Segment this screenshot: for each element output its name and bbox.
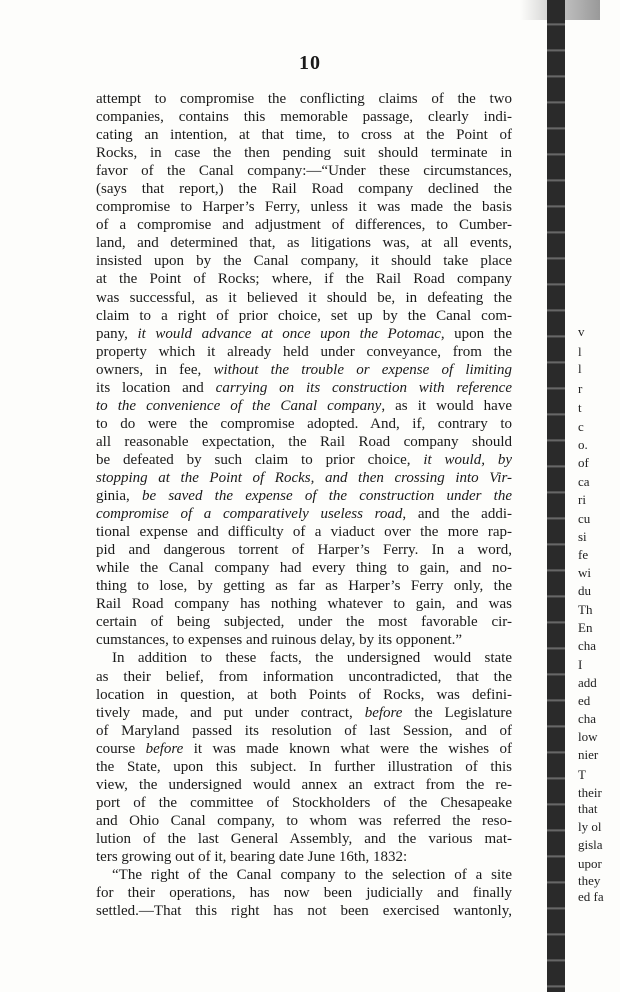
text-line: its location and carrying on its construction with reference bbox=[96, 379, 512, 396]
adjacent-page-fragment: low bbox=[578, 729, 598, 744]
text-line: settled.—That this right has not been exercised wantonly, bbox=[96, 903, 512, 920]
text-line: for their operations, has now been judicially and finally bbox=[96, 885, 512, 902]
adjacent-page-fragment: they bbox=[578, 873, 601, 888]
text-line: and Ohio Canal company, to whom was referred the reso- bbox=[96, 812, 512, 829]
adjacent-page-fragment: ed bbox=[578, 693, 591, 708]
text-line: “The right of the Canal company to the selection of a site bbox=[112, 867, 512, 884]
adjacent-page-fragment: upor bbox=[578, 856, 602, 871]
text-line: pany, it would advance at once upon the Potomac, upon the bbox=[96, 325, 513, 342]
adjacent-page-fragment: nier bbox=[578, 747, 599, 762]
text-line: cating an intention, at that time, to cross at the Point of bbox=[96, 127, 512, 144]
text-line: lution of the last General Assembly, and the various mat- bbox=[96, 830, 512, 847]
text-line: certain of being subjected, under the most favorable cir- bbox=[96, 614, 512, 631]
text-line: tively made, and put under contract, before the Legislature bbox=[96, 704, 512, 721]
text-line: to the convenience of the Canal company, as it would have bbox=[96, 397, 512, 414]
adjacent-page-fragment: of bbox=[578, 455, 589, 470]
text-line: location in question, at both Points of Rocks, was defini- bbox=[96, 686, 512, 703]
text-line: Rail Road company has nothing whatever to gain, and was bbox=[96, 596, 512, 613]
text-line: as their belief, from information uncontradicted, that the bbox=[96, 668, 512, 685]
adjacent-page-fragment: si bbox=[578, 529, 587, 544]
text-line: at the Point of Rocks; where, if the Rail Road company bbox=[96, 271, 512, 288]
body-text bbox=[96, 90, 512, 920]
adjacent-page-fragment: l bbox=[578, 361, 582, 376]
adjacent-page-fragment: cha bbox=[578, 711, 597, 726]
adjacent-page-fragment: v bbox=[578, 324, 585, 339]
text-line: pid and dangerous torrent of Harper’s Ferry. In a word, bbox=[96, 542, 512, 559]
text-line: (says that report,) the Rail Road company declined the bbox=[96, 181, 512, 198]
text-line: view, the undersigned would annex an extract from the re- bbox=[96, 776, 512, 793]
text-line: owners, in fee, without the trouble or expense of limiting bbox=[96, 361, 512, 378]
adjacent-page-fragment: ri bbox=[578, 492, 586, 507]
adjacent-page-fragment: that bbox=[578, 801, 598, 816]
adjacent-page-fragment: du bbox=[578, 583, 591, 598]
text-line: attempt to compromise the conflicting claims of the two bbox=[96, 91, 512, 107]
text-line: In addition to these facts, the undersigned would state bbox=[112, 650, 512, 667]
text-line: of Maryland passed its resolution of last Session, and of bbox=[96, 722, 512, 739]
adjacent-page-fragment: c bbox=[578, 419, 584, 434]
text-line: insisted upon by the Canal company, it should take place bbox=[96, 253, 512, 270]
text-line: thing to lose, by getting as far as Harper’s Ferry only, the bbox=[96, 578, 512, 595]
text-line: all reasonable expectation, the Rail Road company should bbox=[96, 433, 512, 450]
book-binding-gutter bbox=[547, 0, 565, 992]
adjacent-page-fragment: cha bbox=[578, 638, 597, 653]
adjacent-page-fragment: cu bbox=[578, 511, 591, 526]
text-line: tional expense and difficulty of a viaduct over the more rap- bbox=[96, 524, 512, 541]
text-line: compromise of a comparatively useless road, and the addi- bbox=[96, 506, 512, 523]
text-line: land, and determined that, as litigations was, at all events, bbox=[96, 235, 512, 252]
text-line: cumstances, to expenses and ruinous delay, by its opponent.” bbox=[96, 632, 463, 649]
text-line: course before it was made known what were the wishes of bbox=[96, 740, 512, 757]
text-line: of a compromise and adjustment of differences, to Cumber- bbox=[96, 217, 512, 234]
adjacent-page-fragment: ed fa bbox=[578, 889, 604, 904]
text-line: ters growing out of it, bearing date June 16th, 1832: bbox=[96, 848, 408, 865]
text-line: claim to a right of prior choice, set up by the Canal com- bbox=[96, 307, 512, 324]
text-line: to do were the compromise adopted. And, if, contrary to bbox=[96, 415, 512, 432]
adjacent-page-fragment: wi bbox=[578, 565, 591, 580]
text-line: the State, upon this subject. In further illustration of this bbox=[96, 758, 512, 775]
adjacent-page-fragment: their bbox=[578, 785, 602, 800]
adjacent-page-fragment: ca bbox=[578, 474, 590, 489]
adjacent-page-fragment: Th bbox=[578, 602, 593, 617]
adjacent-page-fragment: fe bbox=[578, 547, 589, 562]
adjacent-page-fragment: add bbox=[578, 675, 597, 690]
adjacent-page-fragment: En bbox=[578, 620, 593, 635]
adjacent-page-fragment: ly ol bbox=[578, 819, 602, 834]
text-line: was successful, as it believed it should be, in defeating the bbox=[96, 289, 512, 306]
adjacent-page-fragment: l bbox=[578, 344, 582, 359]
adjacent-page-fragment: t bbox=[578, 400, 582, 415]
adjacent-page-fragment: T bbox=[578, 767, 586, 782]
text-line: be defeated by such claim to prior choice, it would, by bbox=[96, 451, 512, 468]
text-line: favor of the Canal company:—“Under these circumstances, bbox=[96, 163, 512, 180]
adjacent-page-fragment: I bbox=[578, 657, 583, 672]
adjacent-page-fragment: r bbox=[578, 381, 583, 396]
text-line: companies, contains this memorable passage, clearly indi- bbox=[96, 109, 512, 126]
page-number: 10 bbox=[299, 52, 321, 74]
text-line: ginia, be saved the expense of the construction under the bbox=[96, 488, 512, 505]
adjacent-page-fragment: o. bbox=[578, 437, 588, 452]
text-line: property which it already held under conveyance, from the bbox=[96, 343, 512, 360]
text-line: Rocks, in case the then pending suit should terminate in bbox=[96, 145, 512, 162]
text-line: while the Canal company had every thing to gain, and no- bbox=[96, 560, 512, 577]
adjacent-page-fragment: gisla bbox=[578, 837, 603, 852]
text-line: stopping at the Point of Rocks, and then crossing into Vir- bbox=[96, 469, 512, 486]
text-line: port of the committee of Stockholders of the Chesapeake bbox=[96, 794, 512, 811]
text-line: compromise to Harper’s Ferry, unless it was made the basis bbox=[96, 199, 512, 216]
